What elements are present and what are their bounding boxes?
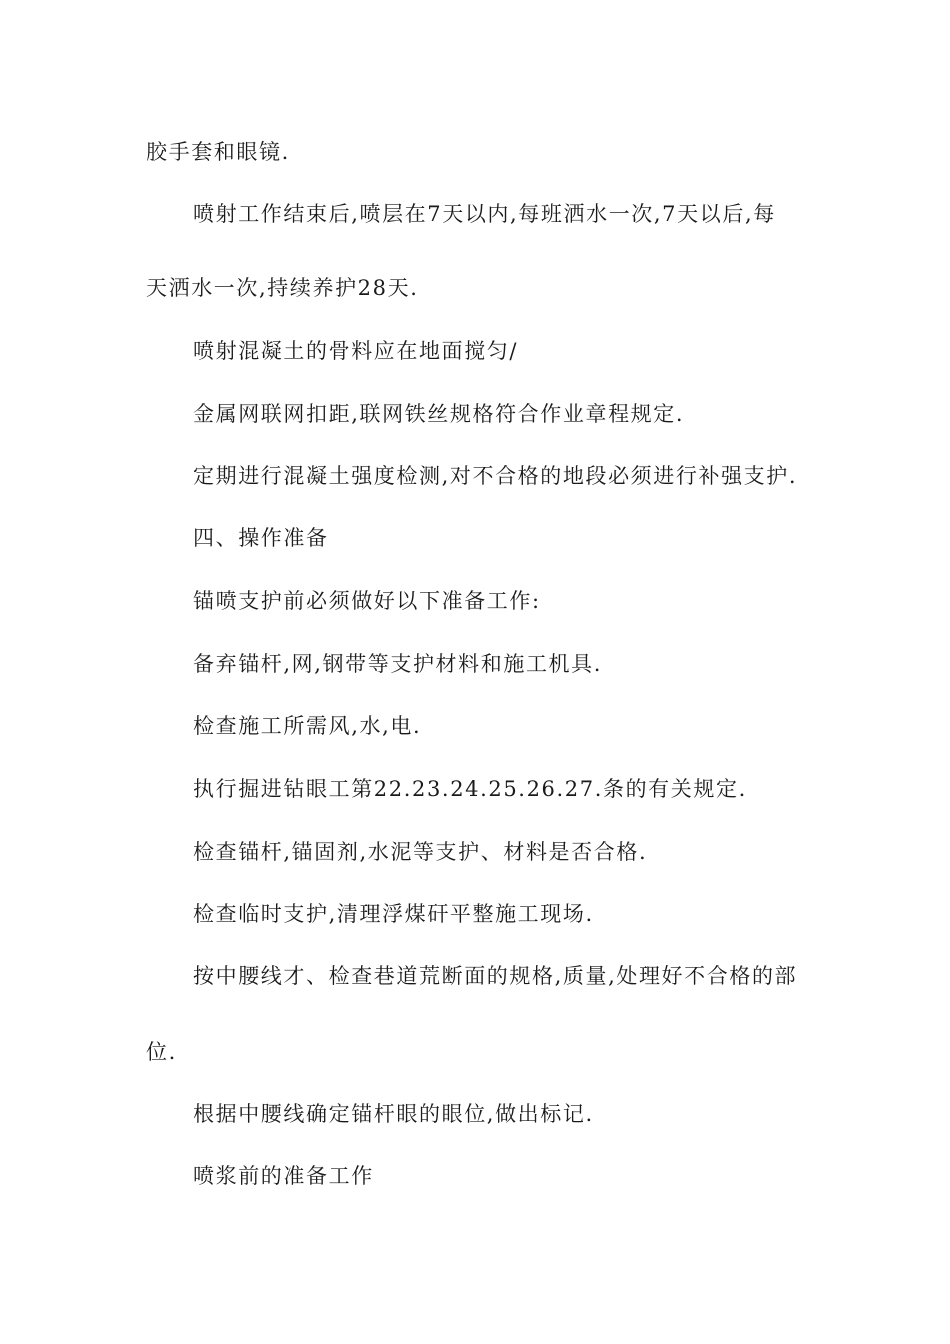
text-line-2: 喷射工作结束后,喷层在7天以内,每班洒水一次,7天以后,每 xyxy=(193,202,776,226)
text-line-17: 喷浆前的准备工作 xyxy=(193,1164,374,1188)
text-line-6: 定期进行混凝土强度检测,对不合格的地段必须进行补强支护. xyxy=(193,464,798,488)
text-line-13: 检查临时支护,清理浮煤矸平整施工现场. xyxy=(193,902,594,926)
text-line-4: 喷射混凝土的骨料应在地面搅匀/ xyxy=(193,339,519,363)
text-line-10: 检查施工所需风,水,电. xyxy=(193,714,422,738)
text-line-12: 检查锚杆,锚固剂,水泥等支护、材料是否合格. xyxy=(193,840,648,864)
text-line-14: 按中腰线才、检查巷道荒断面的规格,质量,处理好不合格的部 xyxy=(193,964,798,988)
text-line-11: 执行掘进钻眼工第22.23.24.25.26.27.条的有关规定. xyxy=(193,777,747,801)
text-line-9: 备弃锚杆,网,钢带等支护材料和施工机具. xyxy=(193,652,603,676)
text-line-16: 根据中腰线确定锚杆眼的眼位,做出标记. xyxy=(193,1102,594,1126)
text-line-1: 胶手套和眼镜. xyxy=(146,140,290,164)
text-line-5: 金属网联网扣距,联网铁丝规格符合作业章程规定. xyxy=(193,402,685,426)
section-heading: 四、操作准备 xyxy=(193,526,329,550)
text-line-8: 锚喷支护前必须做好以下准备工作: xyxy=(193,589,541,613)
text-line-3: 天洒水一次,持续养护28天. xyxy=(146,276,419,300)
text-line-15: 位. xyxy=(146,1040,177,1064)
